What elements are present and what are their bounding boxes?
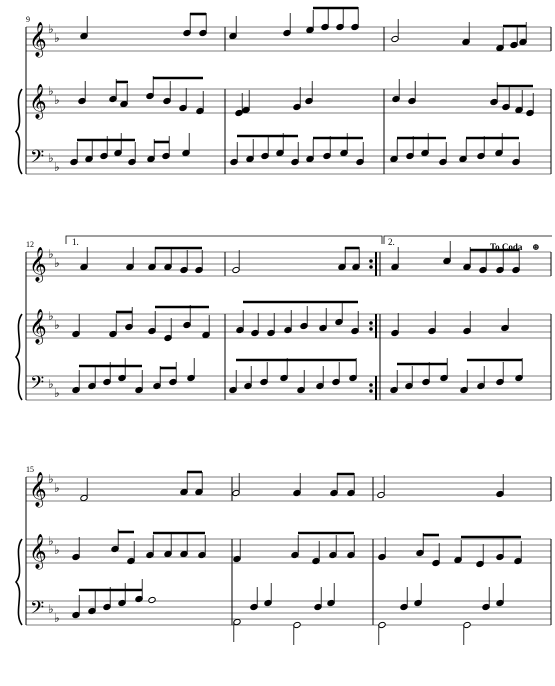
flat-icon: ♭ (48, 602, 54, 616)
to-coda-label: To Coda (490, 242, 523, 252)
flat-icon: ♭ (48, 84, 54, 98)
note-head (148, 596, 156, 603)
flat-icon: ♭ (48, 377, 54, 391)
measure-number-15: 15 (26, 465, 34, 474)
treble-clef-icon: 𝄞 (29, 473, 47, 506)
flat-icon: ♭ (54, 543, 60, 557)
flat-icon: ♭ (54, 93, 60, 107)
clefs (29, 22, 60, 625)
coda-icon: ⊕ (532, 242, 540, 252)
treble-clef-icon: 𝄞 (29, 535, 47, 568)
treble-clef-icon: 𝄞 (29, 248, 47, 281)
flat-icon: ♭ (48, 534, 54, 548)
flat-icon: ♭ (48, 247, 54, 261)
flat-icon: ♭ (54, 481, 60, 495)
measure-number-12: 12 (26, 240, 34, 249)
first-ending-bracket (66, 236, 382, 244)
repeat-dot (370, 390, 373, 393)
treble-clef-icon: 𝄞 (29, 85, 47, 118)
repeat-dot (370, 328, 373, 331)
second-ending-bracket (384, 236, 552, 244)
repeat-dot (370, 266, 373, 269)
flat-icon: ♭ (54, 318, 60, 332)
repeat-dot (370, 322, 373, 325)
bass-clef-icon: 𝄢 (30, 372, 45, 397)
flat-icon: ♭ (54, 256, 60, 270)
repeat-dot (370, 260, 373, 263)
treble-clef-icon: 𝄞 (29, 310, 47, 343)
bass-clef-icon: 𝄢 (30, 597, 45, 622)
first-ending-label: 1. (72, 237, 79, 247)
brace (16, 314, 22, 400)
flat-icon: ♭ (54, 31, 60, 45)
measure-number-9: 9 (26, 15, 30, 24)
staff-lines (26, 27, 551, 625)
flat-icon: ♭ (54, 611, 60, 625)
piano-braces (16, 89, 22, 625)
bass-clef-icon: 𝄢 (30, 146, 45, 171)
treble-clef-icon: 𝄞 (29, 23, 47, 56)
flat-icon: ♭ (48, 472, 54, 486)
flat-icon: ♭ (48, 151, 54, 165)
flat-icon: ♭ (54, 386, 60, 400)
second-ending-label: 2. (388, 237, 395, 247)
brace (16, 89, 22, 174)
brace (16, 539, 22, 625)
flat-icon: ♭ (54, 160, 60, 174)
repeat-dot (370, 384, 373, 387)
flat-icon: ♭ (48, 309, 54, 323)
flat-icon: ♭ (48, 22, 54, 36)
